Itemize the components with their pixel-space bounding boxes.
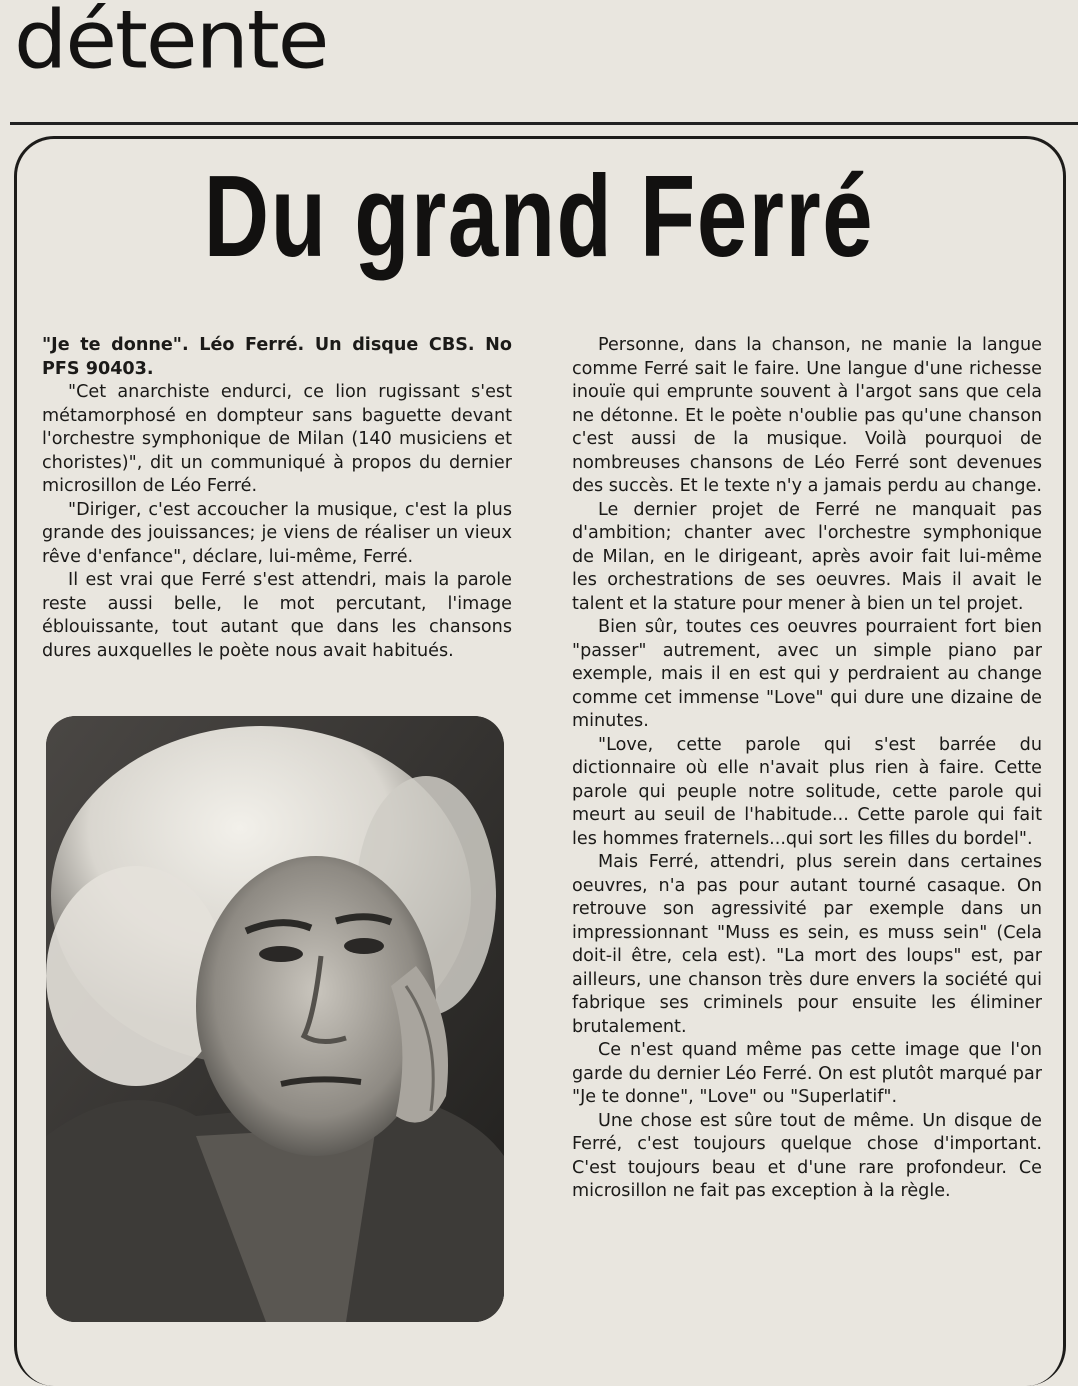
headline: Du grand Ferré	[203, 151, 875, 281]
header-rule	[10, 122, 1078, 125]
paragraph: Le dernier projet de Ferré ne manquait pas d'ambition; chanter avec l'orchestre symphonique de Milan, en le dirigeant, après avoir fait lui-même les orchestrations de ses oeuvres. Mais il avait le talent et la stature pour mener à bien un tel projet.	[572, 499, 1042, 614]
paragraph: Bien sûr, toutes ces oeuvres pourraient fort bien "passer" autrement, avec un simple piano par exemple, mais il en est qui y perdraient au change comme cet immense "Love" qui dure une dizaine de minutes.	[572, 617, 1042, 731]
section-header: détente	[14, 0, 328, 87]
left-column	[42, 334, 512, 663]
paragraph: "Cet anarchiste endurci, ce lion rugissant s'est métamorphosé en dompteur sans baguette devant l'orchestre symphonique de Milan (140 musiciens et choristes)", dit un communiqué à propos du dernier microsillon de Léo Ferré.	[42, 382, 512, 496]
paragraph: "Diriger, c'est accoucher la musique, c'est la plus grande des jouissances; je viens de réaliser un vieux rêve d'enfance", déclare, lui-même, Ferré.	[42, 499, 512, 567]
paragraph: "Love, cette parole qui s'est barrée du dictionnaire où elle n'avait plus rien à faire. Cette parole qui peuple notre solitude, cette parole qui meurt au seuil de l'habitude... Cette parole qui fait les hommes fraternels...qui sort les filles du bordel".	[572, 734, 1042, 849]
right-column	[572, 334, 1042, 1204]
paragraph: Il est vrai que Ferré s'est attendri, mais la parole reste aussi belle, le mot percutant, l'image éblouissante, tout autant que dans les chansons dures auxquelles le poète nous avait habitués.	[42, 570, 512, 661]
paragraph: Personne, dans la chanson, ne manie la langue comme Ferré sait le faire. Une langue d'une richesse inouïe qui emprunte souvent à l'argot sans que cela ne détonne. Et le poète n'oublie pas qu'une chanson c'est aussi de la musique. Voilà pourquoi de nombreuses chansons de Léo Ferré sont devenues des succès. Et le texte n'y a jamais perdu au change.	[572, 335, 1042, 496]
paragraph: Une chose est sûre tout de même. Un disque de Ferré, c'est toujours quelque chose d'important. C'est toujours beau et d'une rare profondeur. Ce microsillon ne fait pas exception à la règle.	[572, 1110, 1042, 1201]
portrait-photo	[46, 716, 504, 1322]
paragraph: Ce n'est quand même pas cette image que l'on garde du dernier Léo Ferré. On est plutôt marqué par "Je te donne", "Love" ou "Superlatif".	[572, 1040, 1042, 1107]
record-info: "Je te donne". Léo Ferré. Un disque CBS. No PFS 90403.	[42, 335, 512, 379]
paragraph: Mais Ferré, attendri, plus serein dans certaines oeuvres, n'a pas pour autant tourné casaque. On retrouve son agressivité par exemple dans un impressionnant "Muss es sein, es muss sein" (Cela doit-il être, cela est). "La mort des loups" est, par ailleurs, une chanson très dure envers la société qui fabrique ses criminels pour ensuite les éliminer brutalement.	[572, 852, 1042, 1037]
